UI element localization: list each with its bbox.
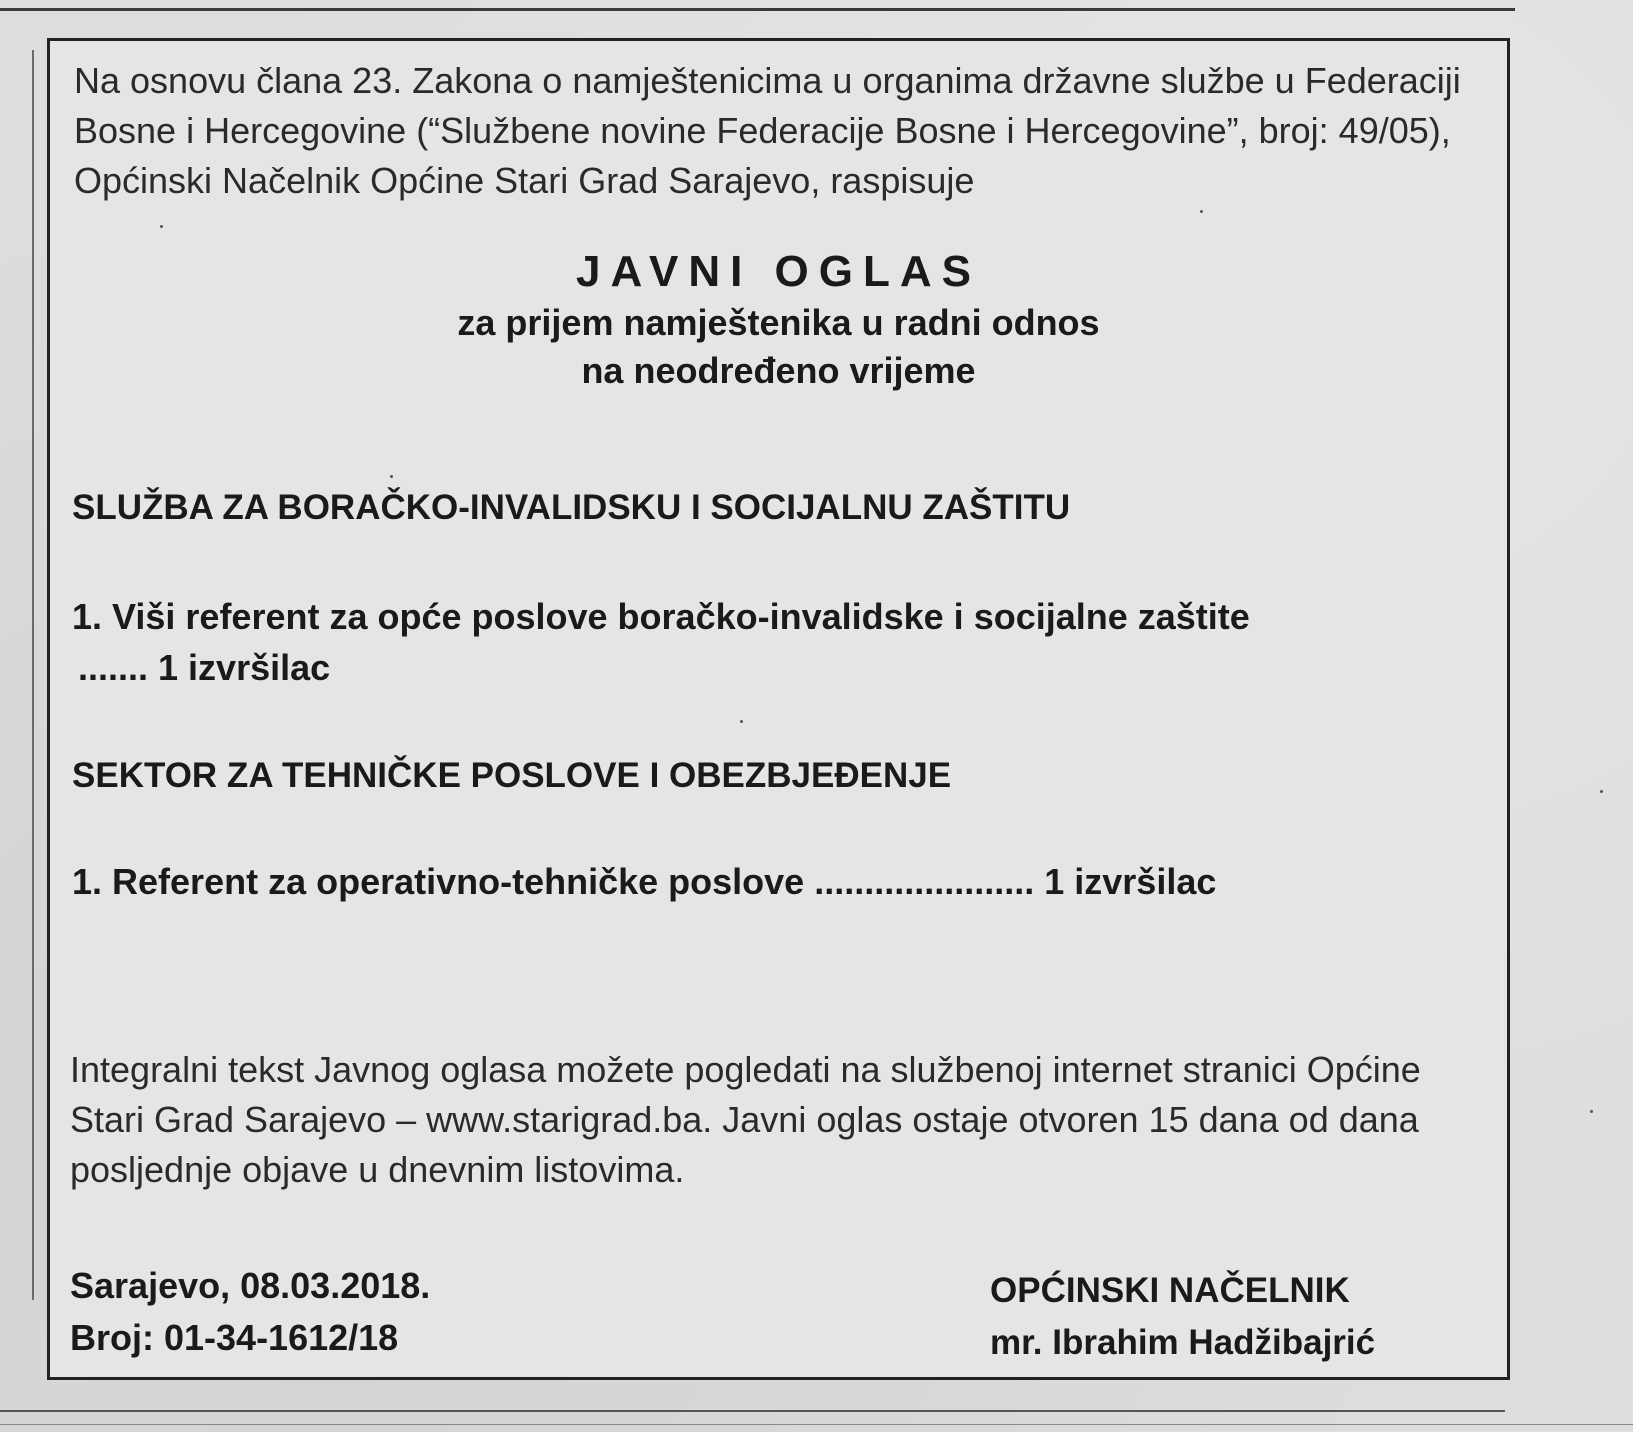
print-speck [160,225,163,228]
closing-paragraph: Integralni tekst Javnog oglasa možete pogledati na službenoj internet stranici Općine Stari Grad Sarajevo – www.starigrad.ba. Javni oglas ostaje otvoren 15 dana od dana posljednje objave u dnevnim listovima. [70,1049,1421,1190]
section-heading-2: SEKTOR ZA TEHNIČKE POSLOVE I OBEZBJEĐENJE [72,756,952,795]
bottom-divider-rule [0,1410,1505,1412]
position-1-1-title: 1. Viši referent za opće poslove boračko-invalidske i socijalne zaštite [72,596,1250,637]
notice-title: JAVNI OGLAS [575,247,981,296]
print-speck [1200,210,1203,213]
bottom-divider-rule-thin [0,1424,1633,1425]
notice-heading-block [47,245,1510,395]
notice-subtitle-line-1: za prijem namještenika u radni odnos [457,302,1100,343]
intro-paragraph: Na osnovu člana 23. Zakona o namještenicima u organima državne službe u Federaciji Bosne i Hercegovine (“Službene novine Federacije Bosne i Hercegovine”, broj: 49/05), Općinski Načelnik Općine Stari Grad Sarajevo, raspisuje [74,60,1461,201]
footer-signatory [990,1265,1375,1369]
section-heading-1: SLUŽBA ZA BORAČKO-INVALIDSKU I SOCIJALNU ZAŠTITU [72,488,1071,527]
place-date: Sarajevo, 08.03.2018. [70,1265,431,1306]
print-speck [390,475,393,478]
notice-subtitle-line-2: na neodređeno vrijeme [581,350,976,391]
reference-number: Broj: 01-34-1612/18 [70,1317,399,1358]
signatory-title: OPĆINSKI NAČELNIK [990,1271,1350,1310]
top-divider-rule [0,0,1515,11]
print-speck [1600,790,1603,793]
position-2-1-title: 1. Referent za operativno-tehničke poslove ...................... 1 izvršilac [72,861,1217,902]
column-divider-rule [32,50,34,1300]
signatory-name: mr. Ibrahim Hadžibajrić [990,1323,1376,1362]
print-speck [740,720,743,723]
position-1-1-count: ....... 1 izvršilac [78,647,331,688]
print-speck [1590,1110,1593,1113]
footer-place-and-number [70,1260,430,1364]
